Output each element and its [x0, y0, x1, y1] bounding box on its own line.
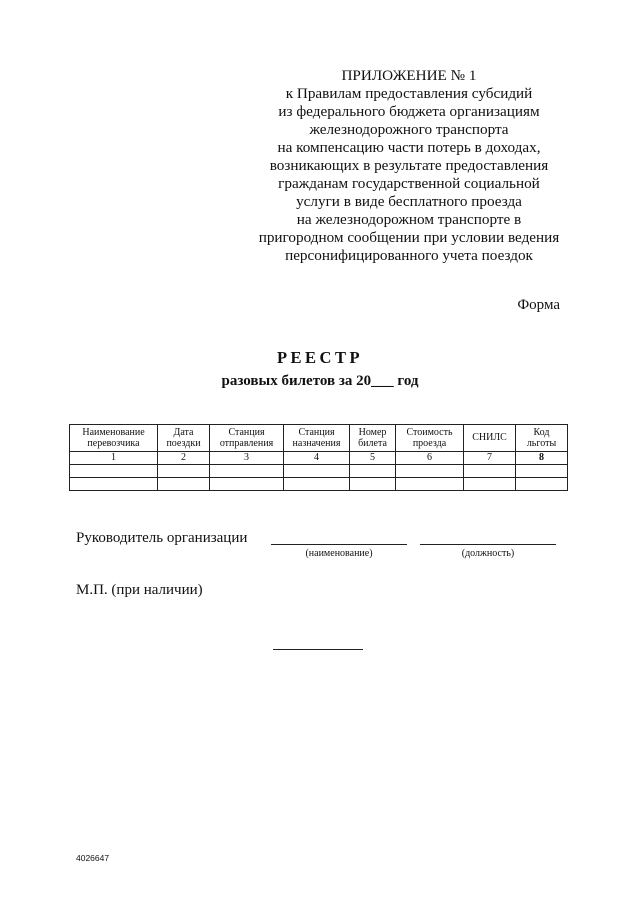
column-header-ticket-number: Номер билета: [350, 425, 396, 452]
appendix-title: ПРИЛОЖЕНИЕ № 1: [341, 67, 477, 84]
signature-name-caption: (наименование): [305, 548, 373, 559]
column-number: 2: [158, 452, 210, 465]
seal-placeholder: М.П. (при наличии): [76, 582, 203, 598]
appendix-line: на компенсацию части потерь в доходах,: [277, 139, 541, 156]
column-number: 4: [284, 452, 350, 465]
table-row: [70, 478, 568, 491]
column-number: 1: [70, 452, 158, 465]
appendix-line: железнодорожного транспорта: [309, 121, 509, 138]
column-number: 8: [516, 452, 568, 465]
appendix-line: возникающих в результате предоставления: [269, 157, 549, 174]
signature-line: [273, 649, 363, 650]
table-cell: [70, 478, 158, 491]
table-cell: [210, 478, 284, 491]
table-cell: [158, 478, 210, 491]
appendix-line: услуги в виде бесплатного проезда: [296, 193, 522, 210]
registry-table: [69, 424, 568, 491]
column-number: 5: [350, 452, 396, 465]
appendix-line: персонифицированного учета поездок: [285, 247, 533, 264]
column-number: 3: [210, 452, 284, 465]
table-cell: [464, 465, 516, 478]
column-header-arrival-station: Станция назначения: [284, 425, 350, 452]
column-header-departure-station: Станция отправления: [210, 425, 284, 452]
table-cell: [464, 478, 516, 491]
signature-position-caption: (должность): [461, 548, 515, 559]
table-cell: [210, 465, 284, 478]
column-header-fare: Стоимость проезда: [396, 425, 464, 452]
column-number: 7: [464, 452, 516, 465]
table-cell: [350, 478, 396, 491]
appendix-line: к Правилам предоставления субсидий: [285, 85, 533, 102]
signature-position-line: [420, 544, 556, 545]
signature-label: Руководитель организации: [76, 530, 248, 546]
table-cell: [350, 465, 396, 478]
table-cell: [516, 465, 568, 478]
document-title: РЕЕСТР: [276, 348, 364, 367]
signature-name-line: [271, 544, 407, 545]
appendix-line: гражданам государственной социальной: [278, 175, 540, 192]
document-subtitle: разовых билетов за 20___ год: [221, 373, 419, 389]
appendix-header: [250, 67, 568, 265]
table-cell: [396, 465, 464, 478]
appendix-line: на железнодорожном транспорте в: [296, 211, 522, 228]
column-header-benefit-code: Код льготы: [516, 425, 568, 452]
table-cell: [284, 465, 350, 478]
document-code: 4026647: [76, 853, 110, 863]
table-cell: [158, 465, 210, 478]
column-header-snils: СНИЛС: [464, 425, 516, 452]
table-cell: [284, 478, 350, 491]
appendix-line: пригородном сообщении при условии ведения: [258, 229, 560, 246]
appendix-line: из федерального бюджета организациям: [278, 103, 540, 120]
form-label: Форма: [517, 297, 560, 313]
column-number: 6: [396, 452, 464, 465]
table-cell: [396, 478, 464, 491]
column-number-row: [70, 452, 568, 465]
table-cell: [516, 478, 568, 491]
table-header-row: [70, 425, 568, 452]
table-row: [70, 465, 568, 478]
column-header-carrier: Наименование перевозчика: [70, 425, 158, 452]
table-cell: [70, 465, 158, 478]
column-header-trip-date: Дата поездки: [158, 425, 210, 452]
